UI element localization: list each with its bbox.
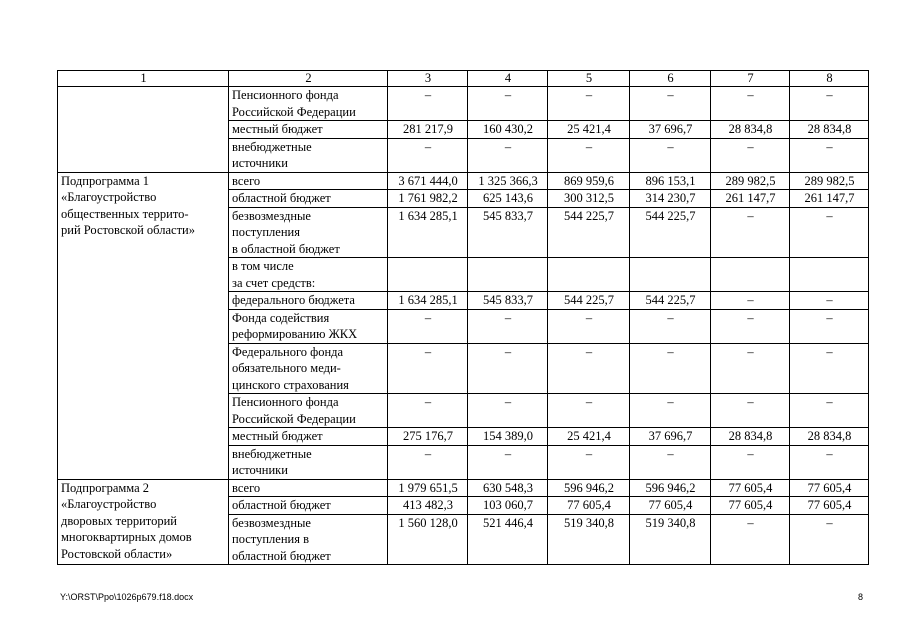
header-cell: 7 xyxy=(711,71,790,87)
value-cell: – xyxy=(468,394,548,428)
funding-source-cell: всего xyxy=(229,172,388,190)
value-cell: 1 634 285,1 xyxy=(388,207,468,258)
value-cell: 77 605,4 xyxy=(711,497,790,515)
value-cell: – xyxy=(548,394,630,428)
value-cell xyxy=(630,258,711,292)
value-cell: 37 696,7 xyxy=(630,121,711,139)
value-cell: 869 959,6 xyxy=(548,172,630,190)
value-cell: – xyxy=(548,445,630,479)
value-cell: – xyxy=(548,309,630,343)
table-body xyxy=(58,71,869,565)
value-cell: – xyxy=(548,343,630,394)
value-cell: – xyxy=(711,394,790,428)
value-cell: – xyxy=(790,207,869,258)
value-cell: 77 605,4 xyxy=(790,497,869,515)
value-cell: 545 833,7 xyxy=(468,292,548,310)
value-cell: – xyxy=(388,445,468,479)
value-cell: 103 060,7 xyxy=(468,497,548,515)
value-cell: 596 946,2 xyxy=(630,479,711,497)
header-cell: 4 xyxy=(468,71,548,87)
value-cell: 596 946,2 xyxy=(548,479,630,497)
value-cell: 77 605,4 xyxy=(548,497,630,515)
value-cell xyxy=(790,258,869,292)
table-row xyxy=(58,172,869,190)
value-cell: 521 446,4 xyxy=(468,514,548,565)
value-cell: – xyxy=(388,87,468,121)
value-cell: 289 982,5 xyxy=(790,172,869,190)
value-cell: 1 979 651,5 xyxy=(388,479,468,497)
value-cell: – xyxy=(711,445,790,479)
funding-source-cell: областной бюджет xyxy=(229,190,388,208)
funding-source-cell: Федерального фонда обязательного меди- цинского страхования xyxy=(229,343,388,394)
value-cell: 28 834,8 xyxy=(711,121,790,139)
program-name-cell: Подпрограмма 2 «Благоустройство дворовых территорий многоквартирных домов Ростовской области» xyxy=(58,479,229,565)
value-cell: 544 225,7 xyxy=(630,292,711,310)
value-cell: 1 325 366,3 xyxy=(468,172,548,190)
value-cell: – xyxy=(790,343,869,394)
table-row xyxy=(58,479,869,497)
value-cell: – xyxy=(711,87,790,121)
value-cell: 519 340,8 xyxy=(630,514,711,565)
value-cell: 275 176,7 xyxy=(388,428,468,446)
funding-source-cell: безвозмездные поступления в областной бюджет xyxy=(229,207,388,258)
value-cell: 544 225,7 xyxy=(548,207,630,258)
value-cell: – xyxy=(790,514,869,565)
funding-source-cell: областной бюджет xyxy=(229,497,388,515)
value-cell: 77 605,4 xyxy=(790,479,869,497)
value-cell: 544 225,7 xyxy=(630,207,711,258)
value-cell: – xyxy=(711,343,790,394)
value-cell: – xyxy=(711,514,790,565)
value-cell: – xyxy=(790,87,869,121)
value-cell: 630 548,3 xyxy=(468,479,548,497)
funding-source-cell: всего xyxy=(229,479,388,497)
value-cell: – xyxy=(630,394,711,428)
header-cell: 1 xyxy=(58,71,229,87)
value-cell: – xyxy=(630,138,711,172)
value-cell: – xyxy=(388,394,468,428)
funding-source-cell: внебюджетные источники xyxy=(229,138,388,172)
value-cell xyxy=(711,258,790,292)
footer-page-number: 8 xyxy=(858,592,864,602)
value-cell: 261 147,7 xyxy=(711,190,790,208)
funding-source-cell: внебюджетные источники xyxy=(229,445,388,479)
value-cell: – xyxy=(630,87,711,121)
value-cell: 1 634 285,1 xyxy=(388,292,468,310)
value-cell: 28 834,8 xyxy=(790,428,869,446)
value-cell: 1 560 128,0 xyxy=(388,514,468,565)
value-cell: 625 143,6 xyxy=(468,190,548,208)
value-cell: – xyxy=(630,445,711,479)
value-cell: 261 147,7 xyxy=(790,190,869,208)
value-cell: 25 421,4 xyxy=(548,121,630,139)
value-cell: 281 217,9 xyxy=(388,121,468,139)
value-cell: – xyxy=(548,87,630,121)
footer-file-path: Y:\ORST\Ppo\1026p679.f18.docx xyxy=(60,592,194,602)
funding-source-cell: безвозмездные поступления в областной бюджет xyxy=(229,514,388,565)
value-cell: 413 482,3 xyxy=(388,497,468,515)
value-cell: 300 312,5 xyxy=(548,190,630,208)
value-cell: – xyxy=(468,309,548,343)
value-cell: 154 389,0 xyxy=(468,428,548,446)
program-name-cell xyxy=(58,87,229,173)
header-cell: 3 xyxy=(388,71,468,87)
value-cell: 519 340,8 xyxy=(548,514,630,565)
value-cell: – xyxy=(468,343,548,394)
value-cell: – xyxy=(548,138,630,172)
value-cell: – xyxy=(790,138,869,172)
value-cell xyxy=(468,258,548,292)
table-row xyxy=(58,87,869,121)
value-cell: 314 230,7 xyxy=(630,190,711,208)
value-cell: – xyxy=(711,292,790,310)
value-cell: 1 761 982,2 xyxy=(388,190,468,208)
value-cell: – xyxy=(790,445,869,479)
value-cell: 544 225,7 xyxy=(548,292,630,310)
header-row xyxy=(58,71,869,87)
header-cell: 8 xyxy=(790,71,869,87)
value-cell: 289 982,5 xyxy=(711,172,790,190)
value-cell: – xyxy=(630,343,711,394)
value-cell: – xyxy=(468,138,548,172)
funding-source-cell: федерального бюджета xyxy=(229,292,388,310)
funding-source-cell: Фонда содействия реформированию ЖКХ xyxy=(229,309,388,343)
header-cell: 5 xyxy=(548,71,630,87)
funding-source-cell: местный бюджет xyxy=(229,428,388,446)
value-cell: – xyxy=(711,138,790,172)
funding-source-cell: в том числе за счет средств: xyxy=(229,258,388,292)
value-cell xyxy=(548,258,630,292)
value-cell: 3 671 444,0 xyxy=(388,172,468,190)
value-cell: 545 833,7 xyxy=(468,207,548,258)
funding-source-cell: Пенсионного фонда Российской Федерации xyxy=(229,394,388,428)
value-cell: – xyxy=(388,138,468,172)
value-cell: – xyxy=(388,309,468,343)
budget-table xyxy=(57,70,869,565)
value-cell: 28 834,8 xyxy=(711,428,790,446)
value-cell: 25 421,4 xyxy=(548,428,630,446)
value-cell: – xyxy=(711,207,790,258)
value-cell: 160 430,2 xyxy=(468,121,548,139)
value-cell: 28 834,8 xyxy=(790,121,869,139)
value-cell: 37 696,7 xyxy=(630,428,711,446)
value-cell: 896 153,1 xyxy=(630,172,711,190)
value-cell: 77 605,4 xyxy=(630,497,711,515)
value-cell: – xyxy=(388,343,468,394)
value-cell: 77 605,4 xyxy=(711,479,790,497)
value-cell: – xyxy=(711,309,790,343)
value-cell: – xyxy=(468,445,548,479)
header-cell: 2 xyxy=(229,71,388,87)
program-name-cell: Подпрограмма 1 «Благоустройство общественных террито- рий Ростовской области» xyxy=(58,172,229,479)
value-cell: – xyxy=(790,292,869,310)
value-cell: – xyxy=(790,309,869,343)
value-cell: – xyxy=(468,87,548,121)
value-cell xyxy=(388,258,468,292)
header-cell: 6 xyxy=(630,71,711,87)
value-cell: – xyxy=(790,394,869,428)
value-cell: – xyxy=(630,309,711,343)
funding-source-cell: местный бюджет xyxy=(229,121,388,139)
funding-source-cell: Пенсионного фонда Российской Федерации xyxy=(229,87,388,121)
